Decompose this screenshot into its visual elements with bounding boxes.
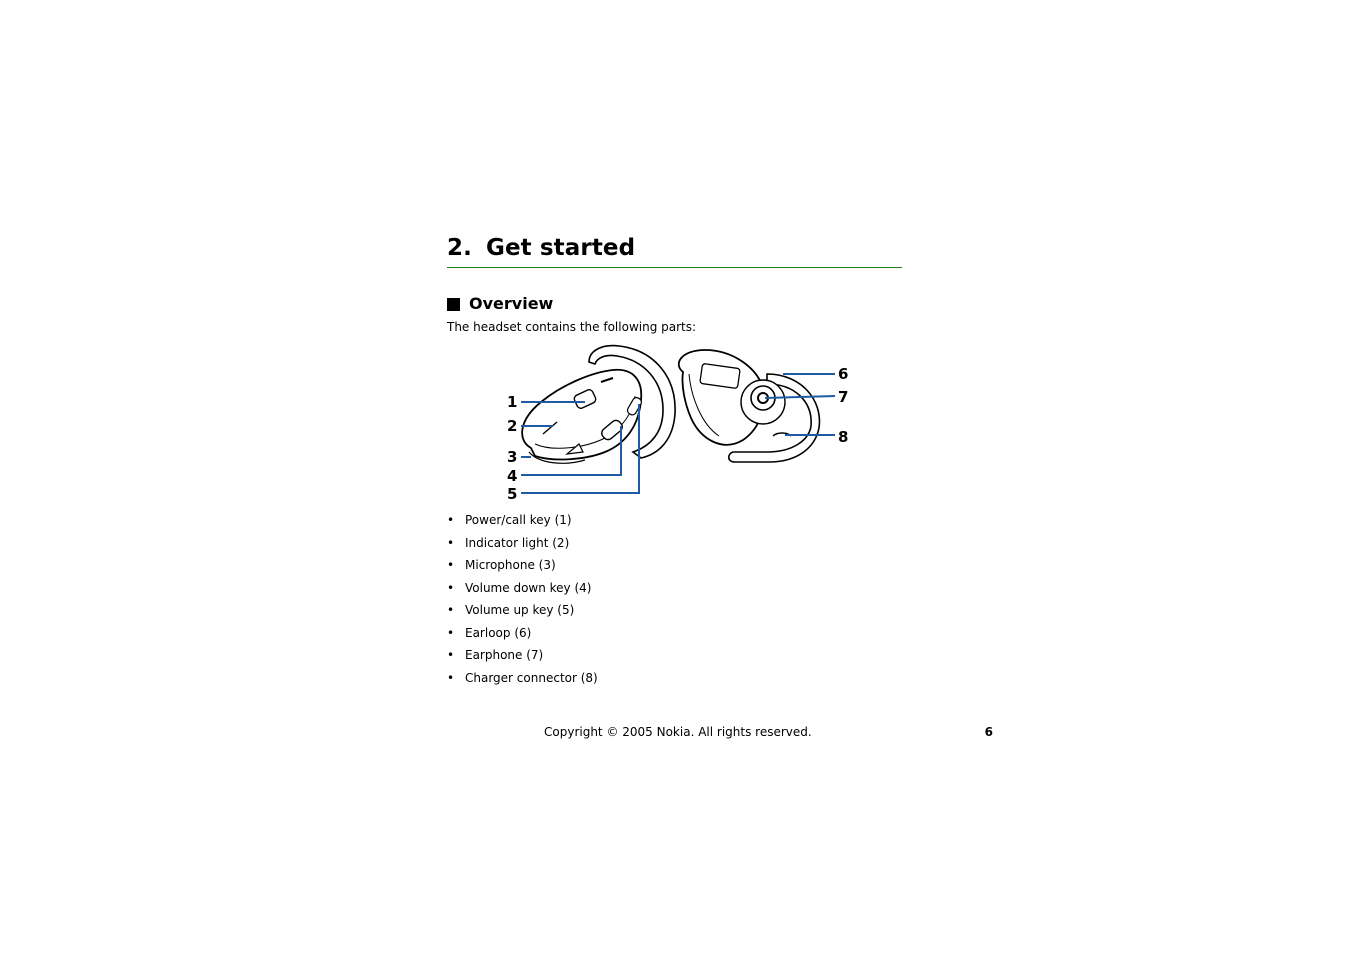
chapter-title — [447, 232, 903, 264]
list-item — [447, 535, 847, 558]
callout-number-8: 8 — [838, 428, 849, 446]
title-rule — [447, 267, 902, 268]
bullet: • — [447, 603, 455, 617]
page-content — [447, 232, 903, 685]
chapter-number: 2. — [447, 235, 472, 261]
copyright-text: Copyright © 2005 Nokia. All rights reserved. — [544, 725, 812, 739]
list-item — [447, 512, 847, 535]
list-item — [447, 580, 847, 603]
list-item — [447, 670, 847, 693]
page-number: 6 — [984, 725, 993, 739]
part-label: Microphone (3) — [465, 558, 556, 572]
callout-number-7: 7 — [838, 388, 849, 406]
bullet: • — [447, 558, 455, 572]
callout-number-2: 2 — [507, 417, 518, 435]
chapter-title-text: Get started — [486, 235, 636, 261]
parts-list — [447, 512, 847, 692]
callout-number-1: 1 — [507, 393, 518, 411]
part-label: Earloop (6) — [465, 625, 532, 640]
list-item — [447, 557, 847, 580]
bullet: • — [447, 580, 455, 595]
intro-text: The headset contains the following parts: — [447, 320, 697, 334]
headset-illustration — [505, 344, 855, 506]
bullet: • — [447, 513, 455, 527]
part-label: Earphone (7) — [465, 648, 544, 662]
bullet: • — [447, 648, 455, 662]
part-label: Charger connector (8) — [465, 670, 598, 685]
list-item — [447, 647, 847, 670]
callout-number-4: 4 — [507, 467, 518, 485]
callout-number-3: 3 — [507, 448, 518, 466]
list-item — [447, 602, 847, 625]
part-label: Indicator light (2) — [465, 535, 570, 550]
part-label: Volume down key (4) — [465, 580, 592, 595]
callout-number-5: 5 — [507, 485, 518, 503]
callout-number-6: 6 — [838, 365, 849, 383]
bullet: • — [447, 625, 455, 640]
page-footer — [447, 723, 993, 741]
part-label: Power/call key (1) — [465, 513, 572, 527]
list-item — [447, 625, 847, 648]
square-bullet-icon — [447, 298, 460, 311]
bullet: • — [447, 670, 455, 685]
section-title — [447, 294, 903, 314]
bullet: • — [447, 535, 455, 550]
part-label: Volume up key (5) — [465, 603, 575, 617]
headset-diagram-svg — [505, 344, 855, 506]
section-title-text: Overview — [469, 294, 554, 313]
